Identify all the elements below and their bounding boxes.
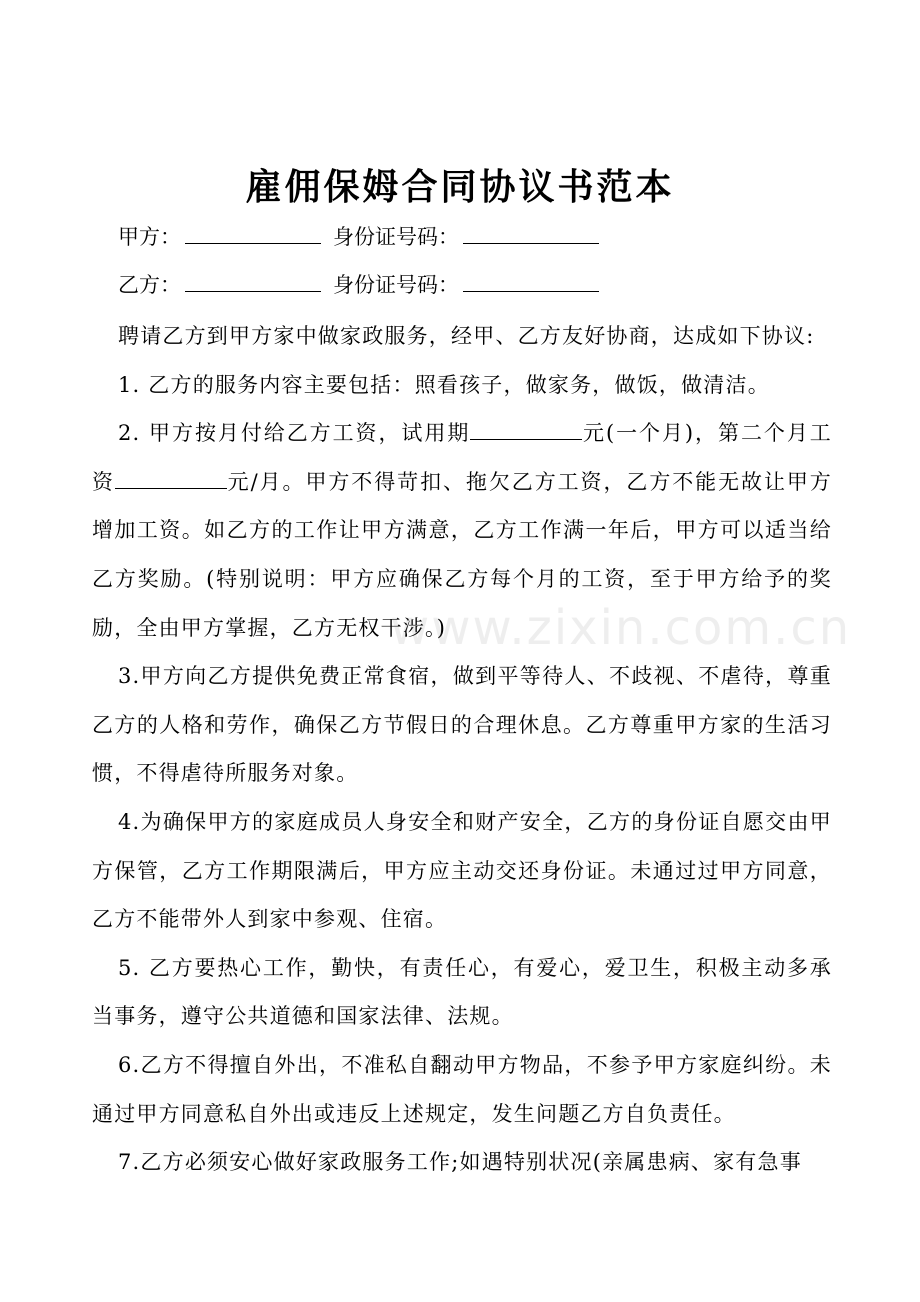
party-a-label: 甲方： [118, 225, 181, 249]
party-a-name-blank [185, 223, 321, 244]
intro-paragraph: 聘请乙方到甲方家中做家政服务，经甲、乙方友好协商，达成如下协议: [118, 324, 815, 348]
party-b-line [118, 270, 611, 300]
monthly-salary-blank [115, 470, 227, 489]
party-a-id-blank [463, 223, 599, 244]
clause-1: 1. 乙方的服务内容主要包括：照看孩子，做家务，做饭，做清洁。 [118, 372, 770, 397]
party-b-label: 乙方： [118, 273, 181, 297]
party-a-line [118, 222, 611, 252]
clause-4: 4.为确保甲方的家庭成员人身安全和财产安全，乙方的身份证自愿交由甲方保管，乙方工作期限满后，甲方应主动交还身份证。未通过过甲方同意，乙方不能带外人到家中参观、住宿。 [92, 809, 832, 932]
party-a-id-label: 身份证号码： [333, 225, 459, 249]
clause-5: 5. 乙方要热心工作，勤快，有责任心，有爱心，爱卫生，积极主动多承当事务，遵守公共道德和国家法律、法规。 [92, 955, 832, 1029]
trial-salary-blank [470, 421, 582, 440]
clause-6: 6.乙方不得擅自外出，不准私自翻动甲方物品，不参予甲方家庭纠纷。未通过甲方同意私自外出或违反上述规定，发生问题乙方自负责任。 [92, 1052, 832, 1126]
party-b-id-blank [463, 271, 599, 292]
watermark: www.zixin.com.cn [390, 600, 852, 656]
clause-2-part-1: 2. 甲方按月付给乙方工资，试用期 [118, 421, 471, 446]
clause-2 [92, 409, 832, 652]
clause-3: 3.甲方向乙方提供免费正常食宿，做到平等待人、不歧视、不虐待，尊重乙方的人格和劳作，确保乙方节假日的合理休息。乙方尊重甲方家的生活习惯，不得虐待所服务对象。 [92, 664, 832, 786]
document-title: 雇佣保姆合同协议书范本 [245, 166, 675, 208]
clause-2-part-2: 元(一个月)，第二个月工资 [92, 421, 832, 494]
contract-body [92, 312, 832, 1187]
party-b-name-blank [185, 271, 321, 292]
party-b-id-label: 身份证号码： [333, 273, 459, 297]
clause-2-part-3: 元/月。甲方不得苛扣、拖欠乙方工资，乙方不能无故让甲方增加工资。如乙方的工作让甲方满意，乙方工作满一年后，甲方可以适当给乙方奖励。(特别说明：甲方应确保乙方每个月的工资，至于甲方给予的奖励，全由甲方掌握，乙方无权干涉。) [92, 469, 832, 640]
clause-7: 7.乙方必须安心做好家政服务工作;如遇特别状况(亲属患病、家有急事 [118, 1150, 802, 1175]
